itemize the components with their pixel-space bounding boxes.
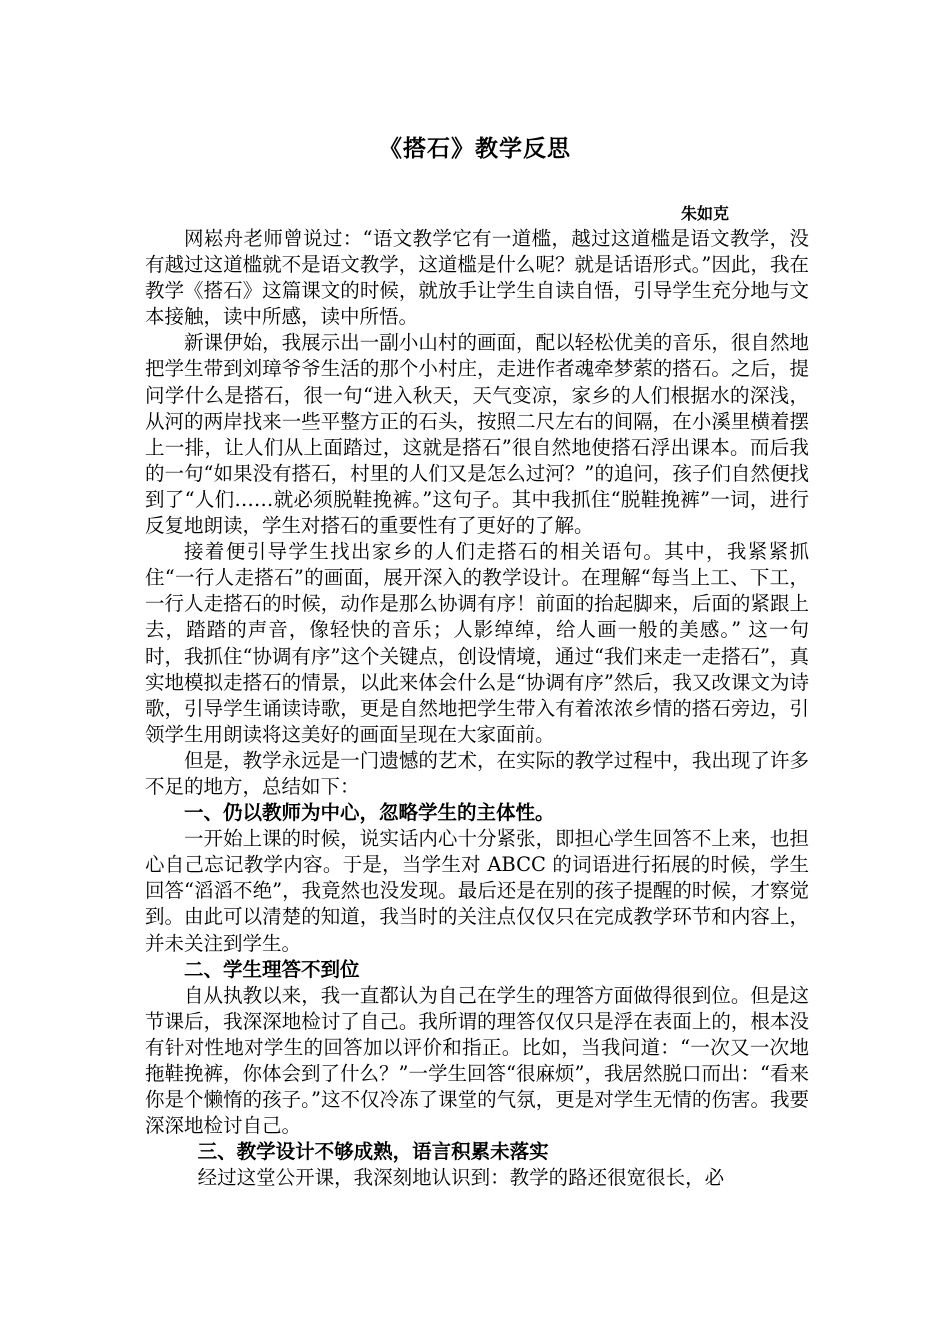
section-heading-2: 二、学生理答不到位 — [184, 957, 360, 981]
paragraph-lesson-design: 接着便引导学生找出家乡的人们走搭石的相关语句。其中，我紧紧抓住“一行人走搭石”的画面，展开深入的教学设计。在理解“每当上工、下工，一行人走搭石的时候，动作是那么协调有序！前面的抬起脚来，后面的紧跟上去，踏踏的声音，像轻快的音乐；人影绰绰，给人画一般的美感。” 这一句时，我抓住“协调有序”这个关键点，创设情境，通过“我们来走一走搭石”，真实地模拟走搭石的情景，以此来体会什么是“协调有序”然后，我又改课文为诗歌，引导学生诵读诗歌，更是自然地把学生带入有着浓浓乡情的搭石旁边，引领学生用朗读将这美好的画面呈现在大家面前。 — [145, 540, 809, 746]
section-heading-1: 一、仍以教师为中心，忽略学生的主体性。 — [184, 801, 555, 825]
document-title: 《搭石》教学反思 — [379, 135, 571, 162]
document-body — [145, 226, 809, 1191]
paragraph-lesson-start: 新课伊始，我展示出一副小山村的画面，配以轻松优美的音乐，很自然地把学生带到刘璋爷爷生活的那个小村庄，走进作者魂牵梦萦的搭石。之后，提问学什么是搭石，很一句“进入秋天，天气变凉，家乡的人们根据水的深浅，从河的两岸找来一些平整方正的石头，按照二尺左右的间隔，在小溪里横着摆上一排，让人们从上面踏过，这就是搭石”很自然地使搭石浮出课本。而后我的一句“如果没有搭石，村里的人们又是怎么过河？”的追问，孩子们自然便找到了“人们……就必须脱鞋挽裤。”这句子。其中我抓住“脱鞋挽裤”一词，进行反复地朗读，学生对搭石的重要性有了更好的了解。 — [145, 331, 809, 538]
paragraph-intro: 网崧舟老师曾说过：“语文教学它有一道槛，越过这道槛是语文教学，没有越过这道槛就不是语文教学，这道槛是什么呢？就是话语形式。”因此，我在教学《搭石》这篇课文的时候，就放手让学生自读自悟，引导学生充分地与文本接触，读中所感，读中所悟。 — [145, 227, 809, 329]
section-1-text: 一开始上课的时候，说实话内心十分紧张，即担心学生回答不上来，也担心自己忘记教学内容。于是，当学生对 ABCC 的词语进行拓展的时候，学生回答“滔滔不绝”，我竟然也没发现。最后还是在别的孩子提醒的时候，才察觉到。由此可以清楚的知道，我当时的关注点仅仅只在完成教学环节和内容上，并未关注到学生。 — [145, 827, 809, 955]
section-heading-3: 三、教学设计不够成熟，语言积累未落实 — [197, 1140, 549, 1164]
author-name: 朱如克 — [681, 204, 730, 223]
section-3-text: 经过这堂公开课，我深刻地认识到：教学的路还很宽很长，必 — [197, 1166, 725, 1190]
paragraph-reflection-intro: 但是，教学永远是一门遗憾的艺术，在实际的教学过程中，我出现了许多不足的地方，总结如下： — [145, 748, 809, 798]
section-2-text: 自从执教以来，我一直都认为自己在学生的理答方面做得很到位。但是这节课后，我深深地检讨了自己。我所谓的理答仅仅只是浮在表面上的，根本没有针对性地对学生的回答加以评价和指正。比如，当我问道：“一次又一次地拖鞋挽裤，你体会到了什么？”一学生回答“很麻烦”，我居然脱口而出：“看来你是个懒惰的孩子。”这不仅冷冻了课堂的气氛，更是对学生无情的伤害。我要深深地检讨自己。 — [145, 983, 809, 1138]
